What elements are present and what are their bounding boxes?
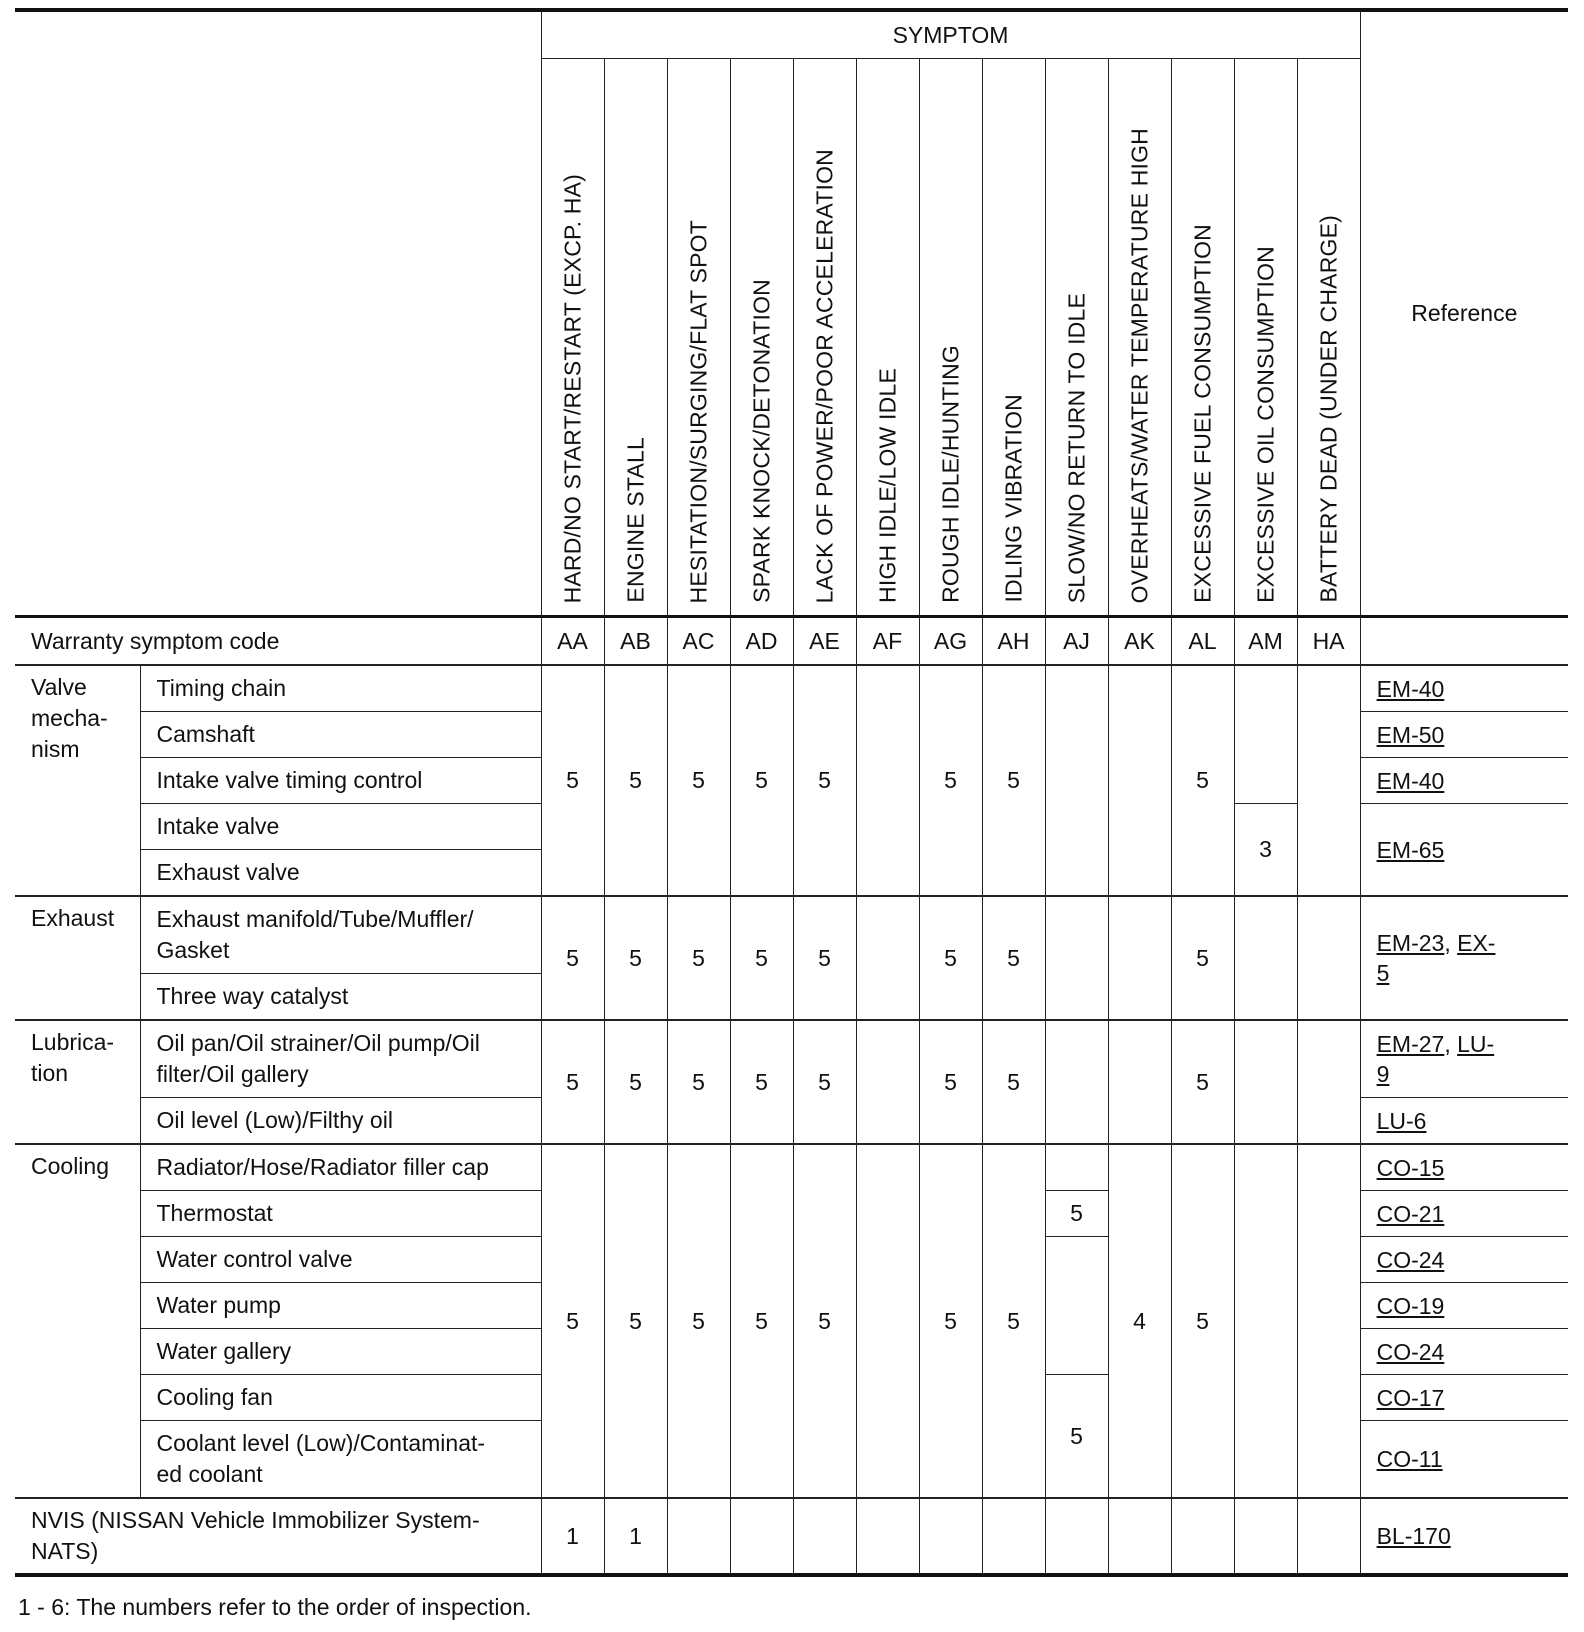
empty-cell — [982, 1498, 1045, 1575]
item-exhaust-manifold: Exhaust manifold/Tube/Muffler/ Gasket — [140, 896, 541, 974]
reference-link[interactable]: CO-17 — [1376, 1384, 1445, 1411]
reference-link[interactable]: EM-50 — [1376, 721, 1445, 748]
symptom-col-aa: HARD/NO START/RESTART (EXCP. HA) — [541, 59, 604, 617]
reference-link-cell[interactable] — [1360, 1329, 1568, 1375]
reference-link[interactable]: EM-23 — [1376, 930, 1445, 956]
table-row — [15, 1144, 1568, 1191]
item-oil-pan: Oil pan/Oil strainer/Oil pump/Oil filter/Oil gallery — [140, 1020, 541, 1098]
value-cell: 1 — [541, 1498, 604, 1575]
category-cooling: Cooling — [15, 1144, 140, 1498]
reference-link-cell[interactable] — [1360, 665, 1568, 712]
table-row — [15, 665, 1568, 712]
reference-link-cell[interactable]: EM-23, EX- 5 — [1360, 896, 1568, 1020]
code-ah: AH — [982, 617, 1045, 666]
item-water-control-valve: Water control valve — [140, 1237, 541, 1283]
reference-header: Reference — [1360, 10, 1568, 617]
symptom-header: SYMPTOM — [541, 10, 1360, 59]
item-intake-valve: Intake valve — [140, 804, 541, 850]
reference-link[interactable]: BL-170 — [1376, 1523, 1451, 1549]
value-cell: 5 — [1171, 665, 1234, 896]
header-corner — [15, 10, 541, 617]
empty-cell — [1108, 665, 1171, 896]
value-cell: 5 — [604, 1020, 667, 1144]
item-oil-level: Oil level (Low)/Filthy oil — [140, 1098, 541, 1145]
item-three-way-catalyst: Three way catalyst — [140, 974, 541, 1021]
symptom-col-ha: BATTERY DEAD (UNDER CHARGE) — [1297, 59, 1360, 617]
empty-cell — [1171, 1498, 1234, 1575]
code-am: AM — [1234, 617, 1297, 666]
warranty-code-label: Warranty symptom code — [15, 617, 541, 666]
code-ak: AK — [1108, 617, 1171, 666]
code-af: AF — [856, 617, 919, 666]
value-cell: 5 — [982, 1020, 1045, 1144]
item-camshaft: Camshaft — [140, 712, 541, 758]
symptom-col-ak: OVERHEATS/WATER TEMPERATURE HIGH — [1108, 59, 1171, 617]
code-ha: HA — [1297, 617, 1360, 666]
item-intake-valve-timing-control: Intake valve timing control — [140, 758, 541, 804]
empty-cell — [856, 1498, 919, 1575]
empty-cell — [1108, 896, 1171, 1020]
value-cell: 5 — [1045, 1375, 1108, 1499]
item-cooling-fan: Cooling fan — [140, 1375, 541, 1421]
item-water-gallery: Water gallery — [140, 1329, 541, 1375]
empty-cell — [919, 1498, 982, 1575]
reference-link[interactable]: CO-19 — [1376, 1292, 1445, 1319]
symptom-col-al: EXCESSIVE FUEL CONSUMPTION — [1171, 59, 1234, 617]
value-cell: 5 — [604, 665, 667, 896]
empty-cell — [1297, 1498, 1360, 1575]
value-cell: 5 — [730, 896, 793, 1020]
value-cell: 5 — [982, 896, 1045, 1020]
value-cell: 3 — [1234, 804, 1297, 897]
code-al: AL — [1171, 617, 1234, 666]
symptom-matrix-table — [15, 8, 1568, 1577]
item-radiator: Radiator/Hose/Radiator filler cap — [140, 1144, 541, 1191]
warranty-code-row — [15, 617, 1568, 666]
empty-cell — [1234, 896, 1297, 1020]
symptom-col-ac: HESITATION/SURGING/FLAT SPOT — [667, 59, 730, 617]
reference-link[interactable]: CO-15 — [1376, 1154, 1445, 1181]
value-cell: 5 — [541, 1020, 604, 1144]
empty-cell — [1234, 665, 1297, 804]
value-cell: 5 — [919, 896, 982, 1020]
reference-link-cell[interactable] — [1360, 1421, 1568, 1499]
value-cell: 5 — [1045, 1191, 1108, 1237]
symptom-col-ag: ROUGH IDLE/HUNTING — [919, 59, 982, 617]
reference-link[interactable]: CO-24 — [1376, 1246, 1445, 1273]
code-reference-blank — [1360, 617, 1568, 666]
code-aj: AJ — [1045, 617, 1108, 666]
value-cell: 5 — [919, 1144, 982, 1498]
empty-cell — [1045, 1020, 1108, 1144]
value-cell: 5 — [919, 665, 982, 896]
reference-link-cell[interactable] — [1360, 1498, 1568, 1575]
value-cell: 5 — [982, 665, 1045, 896]
reference-link-cell[interactable] — [1360, 804, 1568, 897]
reference-link[interactable]: CO-21 — [1376, 1200, 1445, 1227]
table-row — [15, 1020, 1568, 1098]
reference-link[interactable]: EM-27 — [1376, 1031, 1445, 1057]
empty-cell — [1045, 1498, 1108, 1575]
empty-cell — [793, 1498, 856, 1575]
code-ae: AE — [793, 617, 856, 666]
value-cell: 5 — [604, 896, 667, 1020]
value-cell: 5 — [541, 1144, 604, 1498]
value-cell: 5 — [1171, 896, 1234, 1020]
empty-cell — [856, 1020, 919, 1144]
reference-link-cell[interactable] — [1360, 1375, 1568, 1421]
value-cell: 5 — [793, 896, 856, 1020]
empty-cell — [1045, 1144, 1108, 1191]
reference-link[interactable]: LU- — [1457, 1031, 1495, 1057]
item-thermostat: Thermostat — [140, 1191, 541, 1237]
empty-cell — [1234, 1020, 1297, 1144]
value-cell: 5 — [667, 896, 730, 1020]
empty-cell — [1045, 665, 1108, 896]
value-cell: 5 — [1171, 1020, 1234, 1144]
empty-cell — [1297, 896, 1360, 1020]
value-cell: 5 — [541, 665, 604, 896]
category-valve-mechanism: Valve mecha- nism — [15, 665, 140, 896]
value-cell: 5 — [604, 1144, 667, 1498]
value-cell: 5 — [793, 1144, 856, 1498]
symptom-col-ad: SPARK KNOCK/DETONATION — [730, 59, 793, 617]
empty-cell — [667, 1498, 730, 1575]
empty-cell — [730, 1498, 793, 1575]
table-row — [15, 896, 1568, 974]
empty-cell — [1108, 1020, 1171, 1144]
footnote: 1 - 6: The numbers refer to the order of inspection. — [18, 1594, 532, 1620]
empty-cell — [1234, 1498, 1297, 1575]
symptom-col-af: HIGH IDLE/LOW IDLE — [856, 59, 919, 617]
value-cell: 5 — [982, 1144, 1045, 1498]
table-row — [15, 1498, 1568, 1575]
code-ac: AC — [667, 617, 730, 666]
reference-link[interactable]: 9 — [1376, 1061, 1390, 1087]
value-cell: 5 — [793, 1020, 856, 1144]
reference-link-cell[interactable] — [1360, 758, 1568, 804]
reference-link-cell[interactable] — [1360, 1283, 1568, 1329]
reference-link[interactable]: LU-6 — [1376, 1107, 1427, 1134]
code-ag: AG — [919, 617, 982, 666]
value-cell: 1 — [604, 1498, 667, 1575]
value-cell: 5 — [793, 665, 856, 896]
value-cell: 5 — [667, 1144, 730, 1498]
item-timing-chain: Timing chain — [140, 665, 541, 712]
empty-cell — [1297, 1144, 1360, 1498]
diagnosis-table-sheet — [15, 8, 1568, 1577]
item-coolant-level: Coolant level (Low)/Contaminat- ed coolant — [140, 1421, 541, 1499]
reference-link-cell[interactable] — [1360, 1144, 1568, 1191]
empty-cell — [1234, 1144, 1297, 1498]
code-ab: AB — [604, 617, 667, 666]
empty-cell — [1108, 1498, 1171, 1575]
empty-cell — [856, 1144, 919, 1498]
reference-link[interactable]: CO-24 — [1376, 1338, 1445, 1365]
value-cell: 5 — [541, 896, 604, 1020]
symptom-col-ae: LACK OF POWER/POOR ACCELERATION — [793, 59, 856, 617]
empty-cell — [856, 665, 919, 896]
code-ad: AD — [730, 617, 793, 666]
symptom-col-ah: IDLING VIBRATION — [982, 59, 1045, 617]
reference-link-cell[interactable] — [1360, 1098, 1568, 1145]
symptom-col-am: EXCESSIVE OIL CONSUMPTION — [1234, 59, 1297, 617]
item-water-pump: Water pump — [140, 1283, 541, 1329]
value-cell: 5 — [730, 1020, 793, 1144]
item-exhaust-valve: Exhaust valve — [140, 850, 541, 897]
reference-link-cell[interactable] — [1360, 712, 1568, 758]
value-cell: 4 — [1108, 1144, 1171, 1498]
value-cell: 5 — [919, 1020, 982, 1144]
symptom-col-ab: ENGINE STALL — [604, 59, 667, 617]
code-aa: AA — [541, 617, 604, 666]
item-nvis: NVIS (NISSAN Vehicle Immobilizer System- NATS) — [15, 1498, 541, 1575]
reference-link[interactable]: EX- — [1457, 930, 1496, 956]
empty-cell — [1297, 665, 1360, 896]
reference-link-cell[interactable] — [1360, 1237, 1568, 1283]
value-cell: 5 — [667, 665, 730, 896]
empty-cell — [1045, 896, 1108, 1020]
reference-link-cell[interactable] — [1360, 1191, 1568, 1237]
reference-link[interactable]: EM-40 — [1376, 767, 1445, 794]
empty-cell — [1045, 1237, 1108, 1375]
reference-link-cell[interactable]: EM-27, LU- 9 — [1360, 1020, 1568, 1098]
reference-link[interactable]: 5 — [1376, 960, 1390, 986]
reference-link[interactable]: CO-11 — [1376, 1446, 1443, 1472]
value-cell: 5 — [1171, 1144, 1234, 1498]
category-exhaust: Exhaust — [15, 896, 140, 1020]
symptom-col-aj: SLOW/NO RETURN TO IDLE — [1045, 59, 1108, 617]
value-cell: 5 — [667, 1020, 730, 1144]
value-cell: 5 — [730, 665, 793, 896]
reference-link[interactable]: EM-40 — [1376, 675, 1445, 702]
value-cell: 5 — [730, 1144, 793, 1498]
empty-cell — [1297, 1020, 1360, 1144]
category-lubrication: Lubrica- tion — [15, 1020, 140, 1144]
reference-link[interactable]: EM-65 — [1376, 836, 1445, 863]
empty-cell — [856, 896, 919, 1020]
